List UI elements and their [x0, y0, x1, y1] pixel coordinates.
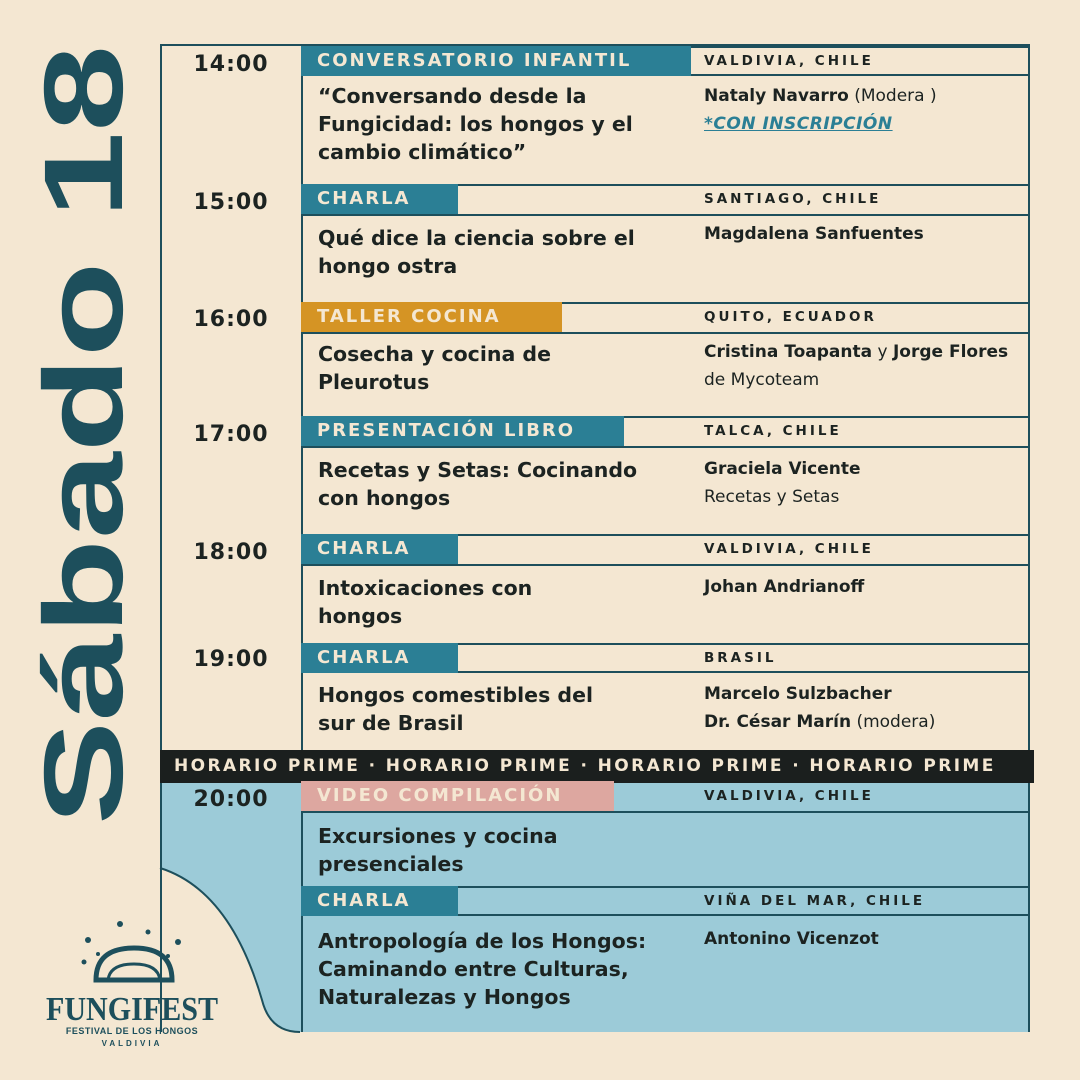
speaker-name: Magdalena Sanfuentes — [704, 224, 924, 244]
speaker-name: Cristina Toapanta — [704, 342, 873, 362]
speaker-name: Graciela Vicente — [704, 459, 861, 479]
event-title: Hongos comestibles del sur de Brasil — [318, 683, 594, 735]
speaker-name-2: Jorge Flores — [892, 342, 1009, 362]
event-speaker — [704, 82, 1029, 138]
event-header — [301, 418, 1030, 448]
fungifest-logo — [38, 918, 226, 1058]
speaker-name-2: Dr. César Marín — [704, 712, 852, 732]
event-time: 17:00 — [193, 422, 269, 447]
speaker-affiliation: de Mycoteam — [704, 370, 820, 390]
category-tag: CHARLA — [301, 886, 458, 916]
event-header — [301, 643, 1030, 673]
logo-subtitle: FESTIVAL DE LOS HONGOS — [65, 1026, 199, 1036]
event-title: Intoxicaciones con hongos — [318, 576, 533, 628]
event-time: 20:00 — [193, 787, 269, 812]
logo-city: VALDIVIA — [101, 1039, 163, 1048]
event-location: QUITO, ECUADOR — [704, 309, 877, 325]
event-speaker — [704, 680, 1029, 736]
event-time: 18:00 — [193, 540, 269, 565]
speaker-name: Marcelo Sulzbacher — [704, 684, 892, 704]
prime-time-banner: HORARIO PRIME · HORARIO PRIME · HORARIO PRIME · HORARIO PRIME — [160, 750, 1034, 783]
event-speaker — [704, 455, 1029, 511]
event-time: 15:00 — [193, 190, 269, 215]
speaker-affiliation: Recetas y Setas — [704, 487, 840, 507]
event-title: Excursiones y cocina presenciales — [318, 824, 558, 876]
event-title: Cosecha y cocina de Pleurotus — [318, 342, 552, 394]
category-tag: CONVERSATORIO INFANTIL — [301, 46, 691, 76]
category-tag: PRESENTACIÓN LIBRO — [301, 416, 624, 446]
event-location: VIÑA DEL MAR, CHILE — [704, 893, 926, 909]
event-title: “Conversando desde la Fungicidad: los hongos y el cambio climático” — [318, 84, 633, 164]
category-tag: CHARLA — [301, 534, 458, 564]
speaker-note: (modera) — [851, 712, 936, 732]
logo-wordmark: FUNGIFEST — [46, 991, 219, 1028]
event-speaker — [704, 925, 1029, 953]
event-header — [301, 886, 1030, 916]
event-time: 16:00 — [193, 307, 269, 332]
event-location: BRASIL — [704, 650, 777, 666]
event-speaker — [704, 338, 1029, 394]
day-title-text: Sábado 18 — [21, 264, 146, 825]
event-location: TALCA, CHILE — [704, 423, 842, 439]
event-header — [301, 46, 1030, 76]
speaker-name: Antonino Vicenzot — [704, 929, 879, 949]
event-speaker — [704, 573, 1029, 601]
event-title: Qué dice la ciencia sobre el hongo ostra — [318, 226, 635, 278]
category-tag: CHARLA — [301, 184, 458, 214]
event-location: VALDIVIA, CHILE — [704, 788, 874, 804]
category-tag: CHARLA — [301, 643, 458, 673]
speaker-note: (Modera ) — [848, 86, 937, 106]
speaker-name: Nataly Navarro — [704, 86, 849, 106]
day-title — [21, 40, 146, 830]
event-location: VALDIVIA, CHILE — [704, 541, 874, 557]
category-tag: TALLER COCINA — [301, 302, 562, 332]
category-tag: VIDEO COMPILACIÓN — [301, 781, 614, 811]
event-header — [301, 186, 1030, 216]
event-header — [301, 304, 1030, 334]
event-location: VALDIVIA, CHILE — [704, 53, 874, 69]
speaker-join: y — [872, 342, 893, 362]
event-speaker — [704, 220, 1029, 248]
speaker-name: Johan Andrianoff — [704, 577, 865, 597]
event-header — [301, 783, 1030, 813]
event-title: Antropología de los Hongos: Caminando entre Culturas, Naturalezas y Hongos — [318, 929, 647, 1009]
event-title: Recetas y Setas: Cocinando con hongos — [318, 458, 638, 510]
event-time: 19:00 — [193, 647, 269, 672]
event-header — [301, 536, 1030, 566]
registration-link[interactable]: *CON INSCRIPCIÓN — [704, 114, 893, 134]
event-location: SANTIAGO, CHILE — [704, 191, 882, 207]
event-time: 14:00 — [193, 52, 269, 77]
